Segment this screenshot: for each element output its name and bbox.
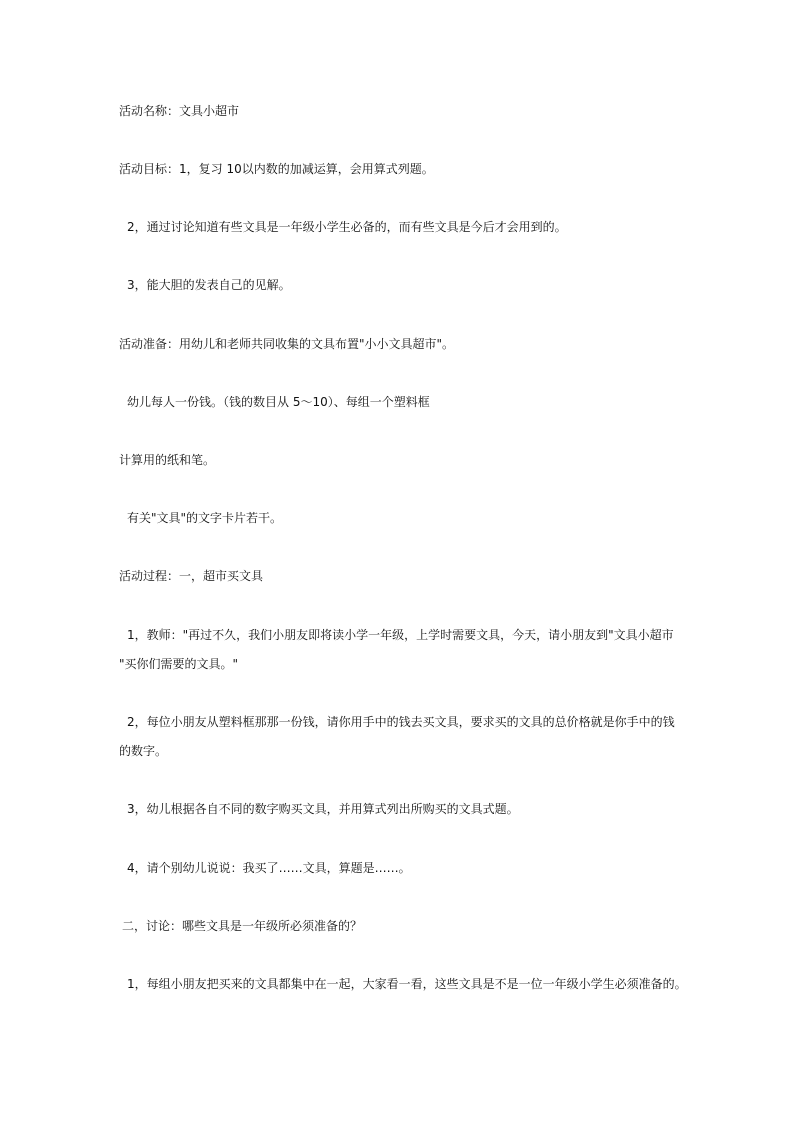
discussion-item-1: 1，每组小朋友把买来的文具都集中在一起，大家看一看，这些文具是不是一位一年级小学生必须准备的。 (127, 977, 687, 991)
process-item-1-line-1: 1，教师："再过不久，我们小朋友即将读小学一年级，上学时需要文具，今天，请小朋友到"文具小超市 (127, 628, 674, 642)
process-item-3: 3，幼儿根据各自不同的数字购买文具，并用算式列出所购买的文具式题。 (127, 802, 519, 816)
activity-goal-2: 2，通过讨论知道有些文具是一年级小学生必备的，而有些文具是今后才会用到的。 (127, 220, 567, 234)
activity-name: 活动名称：文具小超市 (119, 104, 240, 118)
process-item-4: 4，请个别幼儿说说：我买了……文具，算题是……。 (127, 861, 411, 875)
prep-money: 幼儿每人一份钱。（钱的数目从 5～10）、每组一个塑料框 (127, 395, 430, 409)
process-item-2-line-2: 的数字。 (119, 744, 168, 758)
activity-prep: 活动准备：用幼儿和老师共同收集的文具布置"小小文具超市"。 (119, 337, 455, 351)
process-step-one-heading: 活动过程：一，超市买文具 (119, 569, 264, 583)
prep-cards: 有关"文具"的文字卡片若干。 (127, 511, 283, 525)
process-item-1-line-2: "买你们需要的文具。" (119, 657, 239, 671)
discussion-heading: 二，讨论：哪些文具是一年级所必须准备的？ (122, 919, 363, 933)
process-item-2-line-1: 2，每位小朋友从塑料框那那一份钱，请你用手中的钱去买文具，要求买的文具的总价格就是你手中的钱 (127, 715, 675, 729)
activity-goal-1: 活动目标：1，复习 10以内数的加减运算，会用算式列题。 (119, 162, 434, 176)
prep-paper: 计算用的纸和笔。 (119, 453, 216, 467)
activity-goal-3: 3，能大胆的发表自己的见解。 (127, 278, 291, 292)
